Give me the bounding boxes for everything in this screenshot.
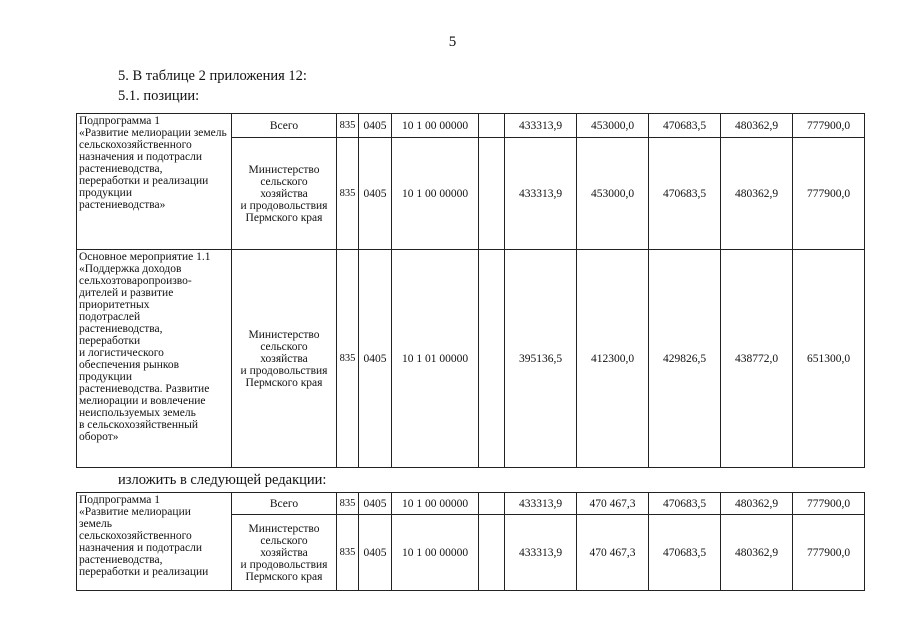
target-article-cell: 10 1 00 00000 [392, 114, 479, 138]
value-year-4-cell: 438772,0 [721, 250, 793, 468]
executor-cell: Всего [232, 114, 337, 138]
section-code-cell: 0405 [359, 515, 392, 591]
value-year-1-cell: 395136,5 [505, 250, 577, 468]
value-year-2-cell: 453000,0 [577, 138, 649, 250]
expense-type-cell [479, 250, 505, 468]
value-year-1-cell: 433313,9 [505, 114, 577, 138]
value-year-5-cell: 777900,0 [793, 114, 865, 138]
program-name-cell: Подпрограмма 1 «Развитие мелиорации земель сельскохозяйственного назначения и подотрасли растениеводства, переработки и реализации продукции растениеводства» [77, 114, 232, 250]
value-year-1-cell: 433313,9 [505, 138, 577, 250]
expense-type-cell [479, 493, 505, 515]
grbs-cell: 835 [337, 493, 359, 515]
executor-cell: Министерство сельского хозяйства и продовольствия Пермского края [232, 250, 337, 468]
value-year-3-cell: 470683,5 [649, 515, 721, 591]
value-year-1-cell: 433313,9 [505, 493, 577, 515]
table-row [77, 250, 865, 468]
grbs-cell: 835 [337, 138, 359, 250]
value-year-3-cell: 470683,5 [649, 493, 721, 515]
value-year-2-cell: 453000,0 [577, 114, 649, 138]
section-code-cell: 0405 [359, 114, 392, 138]
value-year-4-cell: 480362,9 [721, 515, 793, 591]
section-code-cell: 0405 [359, 138, 392, 250]
value-year-3-cell: 429826,5 [649, 250, 721, 468]
value-year-5-cell: 777900,0 [793, 515, 865, 591]
value-year-5-cell: 777900,0 [793, 493, 865, 515]
executor-cell: Министерство сельского хозяйства и продовольствия Пермского края [232, 515, 337, 591]
grbs-cell: 835 [337, 515, 359, 591]
value-year-4-cell: 480362,9 [721, 138, 793, 250]
grbs-cell: 835 [337, 114, 359, 138]
value-year-4-cell: 480362,9 [721, 114, 793, 138]
section-subheading: 5.1. позиции: [118, 88, 200, 104]
table-row [77, 114, 865, 138]
page-number: 5 [448, 34, 457, 50]
value-year-3-cell: 470683,5 [649, 138, 721, 250]
program-name-cell: Подпрограмма 1 «Развитие мелиорации земель сельскохозяйственного назначения и подотрасли растениеводства, переработки и реализации [77, 493, 232, 591]
program-name-cell: Основное мероприятие 1.1 «Поддержка доходов сельхозтоваропроизво- дителей и развитие приоритетных подотраслей растениеводства, переработки и логистического обеспечения рынков продукции растениеводства. Развитие мелиорации и вовлечение неиспользуемых земель в сельскохозяйственный оборот» [77, 250, 232, 468]
value-year-2-cell: 470 467,3 [577, 515, 649, 591]
section-code-cell: 0405 [359, 493, 392, 515]
value-year-2-cell: 412300,0 [577, 250, 649, 468]
expense-type-cell [479, 114, 505, 138]
table-old-positions [76, 113, 865, 468]
value-year-2-cell: 470 467,3 [577, 493, 649, 515]
table-new-positions [76, 492, 865, 591]
value-year-4-cell: 480362,9 [721, 493, 793, 515]
grbs-cell: 835 [337, 250, 359, 468]
target-article-cell: 10 1 00 00000 [392, 138, 479, 250]
target-article-cell: 10 1 00 00000 [392, 493, 479, 515]
expense-type-cell [479, 138, 505, 250]
target-article-cell: 10 1 01 00000 [392, 250, 479, 468]
executor-cell: Всего [232, 493, 337, 515]
section-heading: 5. В таблице 2 приложения 12: [118, 68, 307, 84]
replacement-note: изложить в следующей редакции: [118, 472, 327, 488]
value-year-3-cell: 470683,5 [649, 114, 721, 138]
value-year-5-cell: 651300,0 [793, 250, 865, 468]
expense-type-cell [479, 515, 505, 591]
section-code-cell: 0405 [359, 250, 392, 468]
table-row [77, 493, 865, 515]
target-article-cell: 10 1 00 00000 [392, 515, 479, 591]
executor-cell: Министерство сельского хозяйства и продовольствия Пермского края [232, 138, 337, 250]
value-year-5-cell: 777900,0 [793, 138, 865, 250]
value-year-1-cell: 433313,9 [505, 515, 577, 591]
